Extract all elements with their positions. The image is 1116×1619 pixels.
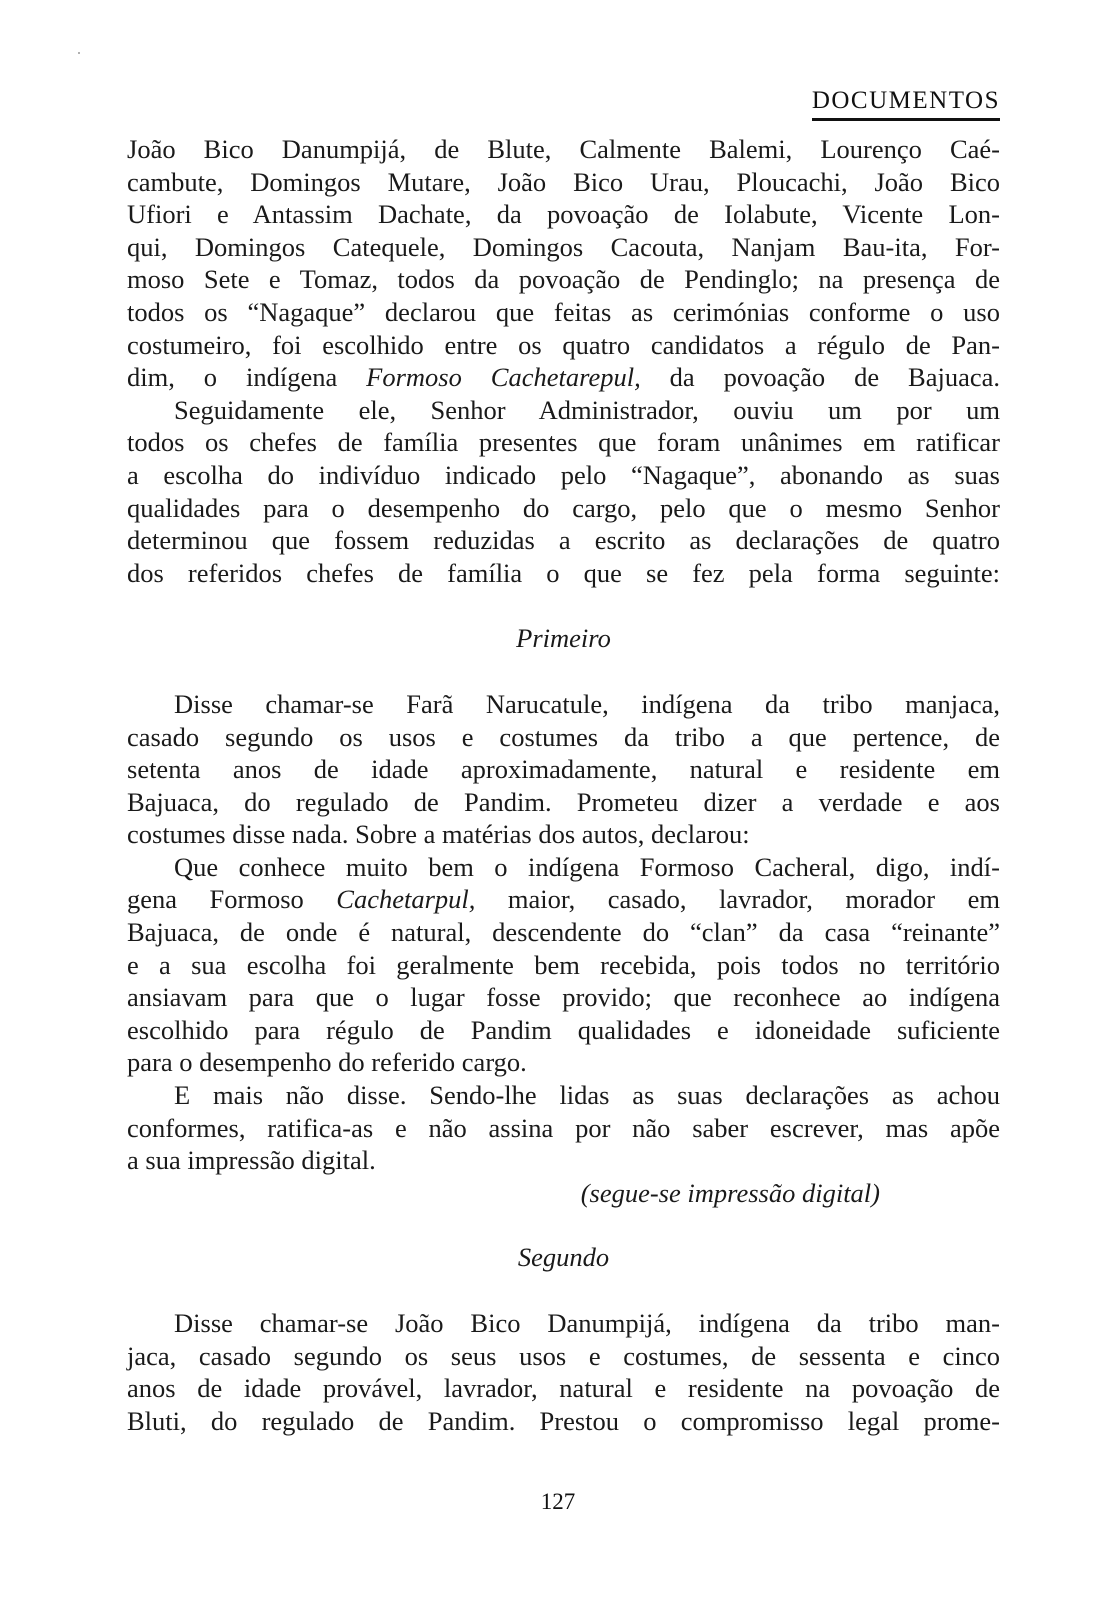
text-run: gena Formoso [127,884,337,915]
text-line: costumeiro, foi escolhido entre os quatro candidatos a régulo de Pan- [127,329,1000,360]
text-line: setenta anos de idade aproximadamente, natural e residente em [127,754,1000,785]
text-line: conformes, ratifica-as e não assina por não saber escrever, mas apõe [127,1112,1000,1143]
text-run: maior, casado, lavrador, morador em [475,884,1000,915]
text-line: moso Sete e Tomaz, todos da povoação de Pendinglo; na presença de [127,264,1000,295]
paragraph-4 [127,851,1000,1079]
text-line: para o desempenho do referido cargo. [127,1047,527,1078]
text-line: qui, Domingos Catequele, Domingos Cacouta, Nanjam Bau-ita, For- [127,231,1000,262]
text-line [127,361,1000,394]
text-line: casado segundo os usos e costumes da tribo a que pertence, de [127,721,1000,752]
paragraph-2 [127,394,1000,590]
text-line: determinou que fossem reduzidas a escrito as declarações de quatro [127,525,1000,556]
text-line: e a sua escolha foi geralmente bem recebida, pois todos no território [127,949,1000,980]
body-text [127,133,1000,1437]
spacer [127,589,1000,622]
text-line: Bajuaca, de onde é natural, descendente do “clan” da casa “reinante” [127,917,1000,948]
italic-name: Cachetarpul, [336,884,476,915]
paragraph-3 [127,688,1000,851]
text-line: a sua impressão digital. [127,1145,376,1176]
text-line: escolhido para régulo de Pandim qualidades e idoneidade suficiente [127,1014,1000,1045]
text-line: jaca, casado segundo os seus usos e costumes, de sessenta e cinco [127,1340,1000,1371]
text-line: anos de idade provável, lavrador, natural e residente na povoação de [127,1373,1000,1404]
text-line: todos os “Nagaque” declarou que feitas as cerimónias conforme o uso [127,296,1000,327]
text-run: dim, o indígena [127,362,367,393]
text-line: João Bico Danumpijá, de Blute, Calmente Balemi, Lourenço Caé- [127,134,1000,164]
spacer [127,1274,1000,1307]
paragraph-1 [127,133,1000,394]
page-number: 127 [540,1489,576,1514]
text-line: Bluti, do regulado de Pandim. Prestou o compromisso legal prome- [127,1405,1000,1436]
italic-name: Formoso Cachetarepul, [366,362,641,393]
section-heading-primeiro: Primeiro [516,623,611,654]
fingerprint-note: (segue-se impressão digital) [580,1177,880,1208]
paragraph-6 [127,1307,1000,1437]
scan-speck [78,52,80,54]
text-line [127,883,1000,916]
spacer [127,1209,1000,1241]
text-line: todos os chefes de família presentes que foram unânimes em ratificar [127,427,1000,458]
text-run: da povoação de Bajuaca. [640,362,1000,393]
text-line: cambute, Domingos Mutare, João Bico Urau, Ploucachi, João Bico [127,166,1000,197]
text-line: dos referidos chefes de família o que se fez pela forma seguinte: [127,557,1000,588]
running-head: DOCUMENTOS [812,86,1000,121]
text-line: qualidades para o desempenho do cargo, pelo que o mesmo Senhor [127,492,1000,523]
text-line: Disse chamar-se Farã Narucatule, indígena da tribo manjaca, [174,688,1000,719]
text-line: a escolha do indivíduo indicado pelo “Nagaque”, abonando as suas [127,459,1000,490]
spacer [127,655,1000,688]
text-line: Que conhece muito bem o indígena Formoso Cacheral, digo, indí- [174,851,1000,882]
text-line: E mais não disse. Sendo-lhe lidas as suas declarações as achou [174,1080,1000,1111]
text-line: Ufiori e Antassim Dachate, da povoação de Iolabute, Vicente Lon- [127,199,1000,230]
section-heading-segundo: Segundo [517,1242,610,1273]
text-line: Disse chamar-se João Bico Danumpijá, indígena da tribo man- [174,1308,1000,1338]
paragraph-5 [127,1079,1000,1177]
text-line: ansiavam para que o lugar fosse provido; que reconhece ao indígena [127,982,1000,1013]
text-line: costumes disse nada. Sobre a matérias dos autos, declarou: [127,819,750,850]
text-line: Bajuaca, do regulado de Pandim. Prometeu dizer a verdade e aos [127,786,1000,817]
text-line: Seguidamente ele, Senhor Administrador, ouviu um por um [174,394,1000,425]
